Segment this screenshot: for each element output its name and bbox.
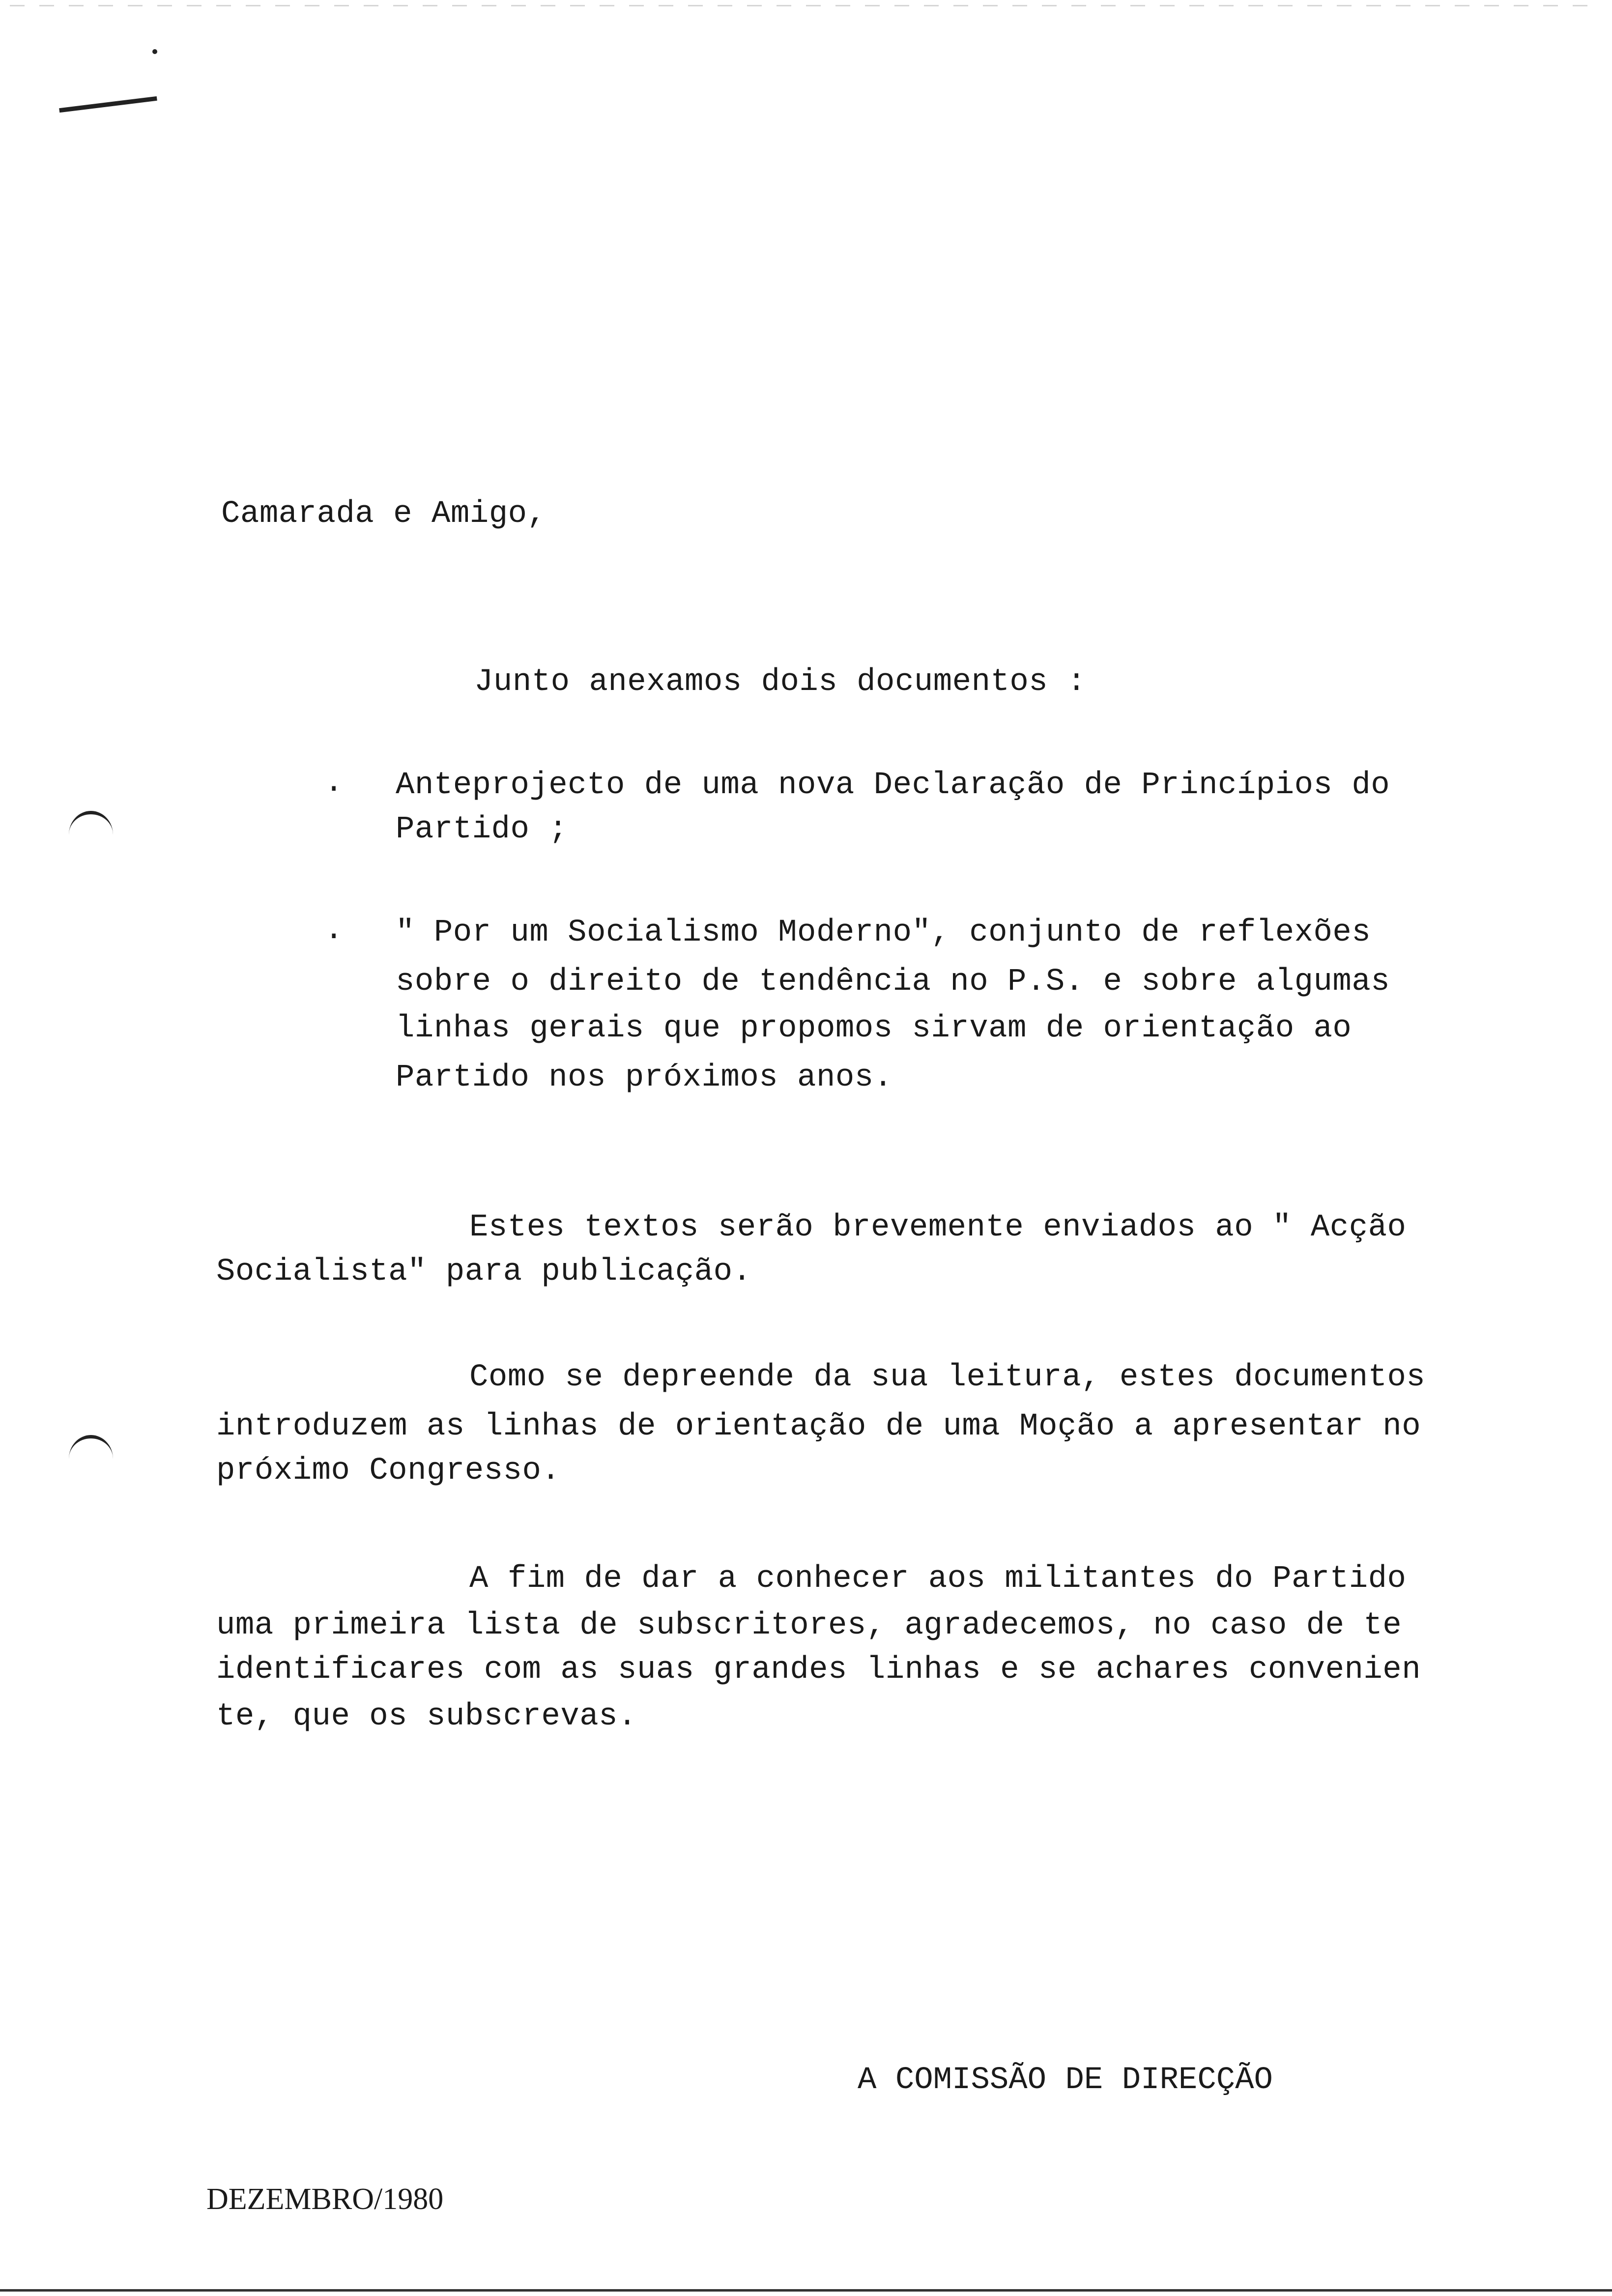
scan-top-edge	[10, 5, 1602, 6]
paragraph-2-line-2: introduzem as linhas de orientação de uma Moção a apresentar no	[216, 1409, 1421, 1444]
paragraph-2-line-3: próximo Congresso.	[216, 1453, 561, 1489]
bullet-marker: .	[324, 765, 344, 801]
signature: A COMISSÃO DE DIRECÇÃO	[858, 2063, 1273, 2098]
scan-dot	[152, 49, 157, 54]
scan-bottom-edge	[0, 2289, 1612, 2292]
scan-mark-top-left	[59, 96, 157, 113]
paragraph-3-line-3: identificares com as suas grandes linhas e se achares convenien	[216, 1652, 1421, 1688]
paragraph-2-line-1: Como se depreende da sua leitura, estes documentos	[469, 1360, 1426, 1395]
paragraph-1-line-1: Estes textos serão brevemente enviados ao " Acção	[469, 1210, 1407, 1245]
paragraph-3-line-4: te, que os subscrevas.	[216, 1699, 637, 1734]
bullet-2-line-1: " Por um Socialismo Moderno", conjunto de reflexões	[396, 915, 1371, 950]
intro-line: Junto anexamos dois documentos :	[474, 664, 1086, 700]
bullet-marker: .	[324, 913, 344, 948]
paragraph-1-line-2: Socialista" para publicação.	[216, 1254, 752, 1290]
punch-hole-mark-lower	[69, 1435, 113, 1483]
bullet-2-line-3: linhas gerais que propomos sirvam de orientação ao	[396, 1011, 1352, 1046]
document-date: DEZEMBRO/1980	[206, 2182, 444, 2216]
paragraph-3-line-2: uma primeira lista de subscritores, agradecemos, no caso de te	[216, 1608, 1402, 1643]
punch-hole-mark-upper	[69, 811, 113, 859]
bullet-2-line-4: Partido nos próximos anos.	[396, 1060, 893, 1095]
bullet-2-line-2: sobre o direito de tendência no P.S. e sobre algumas	[396, 964, 1390, 1000]
bullet-1-line-1: Anteprojecto de uma nova Declaração de Princípios do	[396, 768, 1390, 803]
salutation: Camarada e Amigo,	[221, 496, 547, 532]
bullet-1-line-2: Partido ;	[396, 812, 568, 847]
paragraph-3-line-1: A fim de dar a conhecer aos militantes do Partido	[469, 1561, 1407, 1597]
